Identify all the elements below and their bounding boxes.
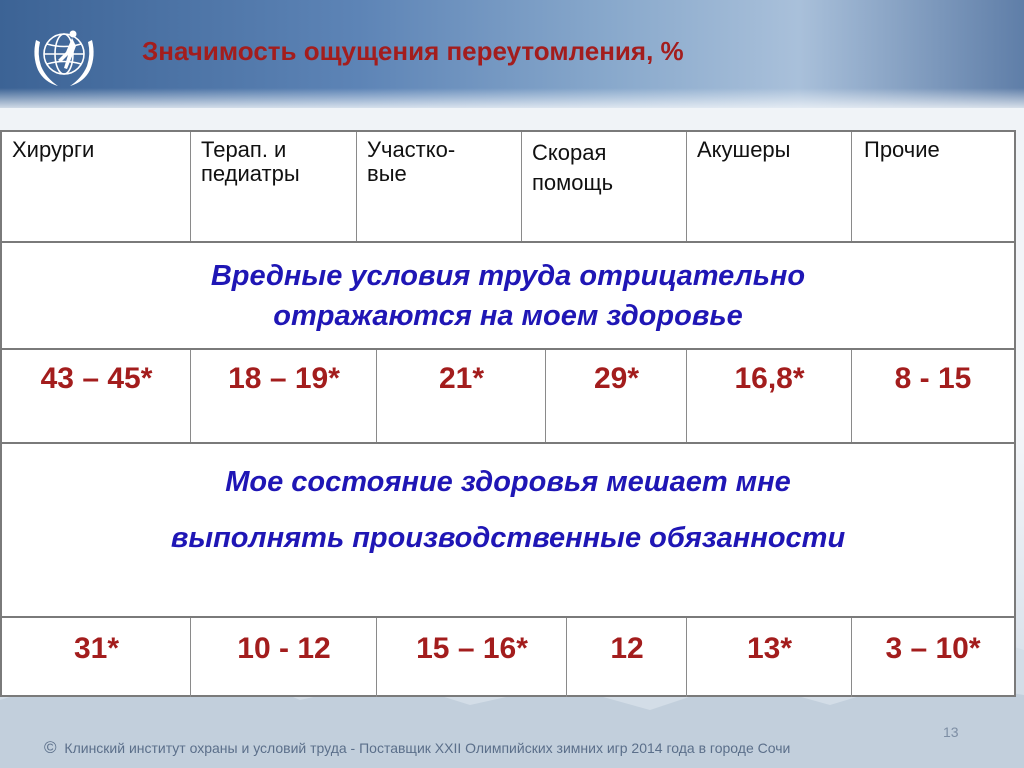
section-caption	[2, 454, 1014, 566]
page-number: 13	[943, 724, 959, 740]
value: 29*	[593, 362, 640, 395]
header-cell	[357, 132, 522, 242]
copyright-icon: ©	[44, 738, 57, 757]
value-cell	[852, 618, 1014, 697]
value: 10 - 12	[237, 632, 331, 665]
caption-line: отражаются на моем здоровье	[273, 300, 743, 332]
header-label: Акушеры	[697, 137, 791, 162]
value-cell	[2, 350, 191, 442]
institute-logo-icon	[28, 20, 100, 92]
value: 12	[610, 632, 644, 665]
caption-line: Мое состояние здоровья мешает мне	[225, 466, 791, 498]
footer-text: Клинский институт охраны и условий труда - Поставщик XXII Олимпийских зимних игр 2014 года в городе Сочи	[64, 740, 791, 756]
value: 16,8*	[734, 362, 805, 395]
value: 13*	[746, 632, 793, 665]
header-label: помощь	[532, 170, 614, 195]
value: 18 – 19*	[228, 362, 340, 395]
section-caption	[2, 256, 1014, 336]
value: 31*	[73, 632, 120, 665]
value: 43 – 45*	[40, 362, 153, 395]
header-cell	[522, 132, 687, 242]
value: 3 – 10*	[885, 632, 981, 665]
value-cell	[852, 350, 1014, 442]
header-fade	[0, 88, 1024, 110]
header-cell	[687, 132, 852, 242]
value-cell	[191, 350, 377, 442]
value-cell	[546, 350, 687, 442]
value: 21*	[438, 362, 485, 395]
header-cell	[191, 132, 357, 242]
slide-title: Значимость ощущения переутомления, %	[142, 36, 684, 66]
value: 8 - 15	[894, 362, 972, 395]
header-label: Участко-	[367, 137, 456, 162]
value-cell	[2, 618, 191, 697]
header-label: Терап. и	[201, 137, 287, 162]
header-label: Хирурги	[12, 137, 95, 162]
header-label: вые	[367, 161, 407, 186]
value-cell	[687, 618, 852, 697]
value-cell	[687, 350, 852, 442]
data-table	[0, 130, 1016, 697]
value-cell	[191, 618, 377, 697]
value-cell	[377, 618, 567, 697]
caption-line: Вредные условия труда отрицательно	[210, 260, 806, 292]
value-cell	[567, 618, 687, 697]
footer	[44, 738, 790, 758]
caption-line: выполнять производственные обязанности	[170, 522, 846, 554]
header-label: Скорая	[532, 140, 607, 165]
header-cell	[2, 132, 191, 242]
header-label: Прочие	[864, 137, 940, 162]
value-cell	[377, 350, 546, 442]
header-cell	[852, 132, 1014, 242]
header-label: педиатры	[201, 161, 300, 186]
value: 15 – 16*	[416, 632, 528, 665]
